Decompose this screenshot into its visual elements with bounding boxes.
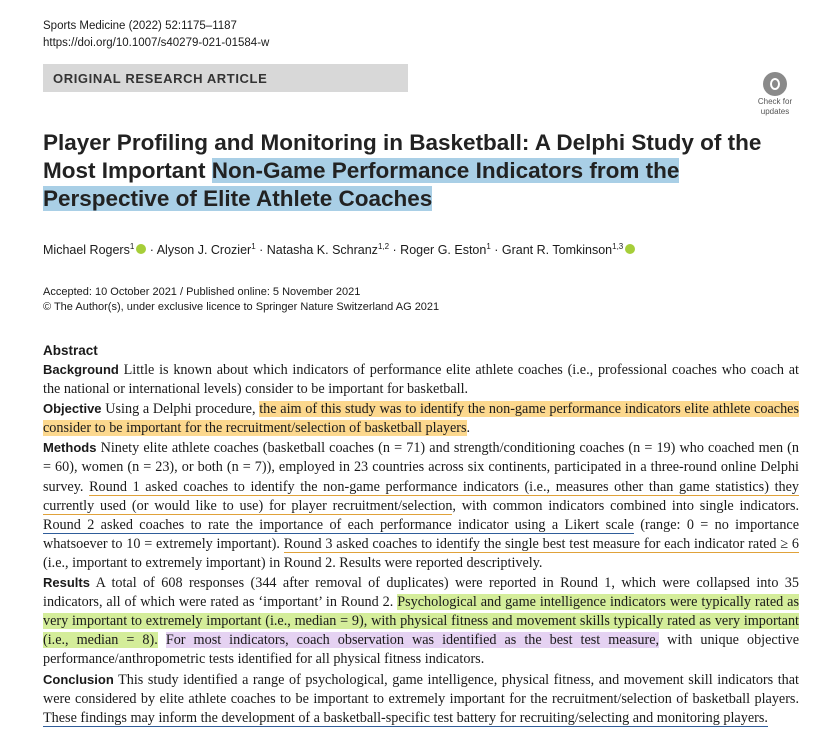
author-affiliation: 1	[129, 242, 135, 251]
abstract-methods	[43, 438, 799, 573]
section-text: (range: 0 = no importance whatsoever to 10 = extremely important).	[43, 516, 800, 552]
highlight-orange: the aim of this study was to identify the non-game performance indicators elite athlete coaches consider to be important for the recruitment/selection of basketball players	[43, 401, 800, 437]
underline-blue: Round 2 asked coaches to rate the importance of each performance indicator using a Likert scale	[43, 516, 634, 533]
author-name: Roger G. Eston	[400, 243, 487, 258]
section-text: This study identified a range of psychological, game intelligence, physical fitness, and movement skill indicators that were considered by elite athlete coaches to be important to extremely important for the recruitment/selection of basketball players.	[43, 671, 799, 707]
author-name: Natasha K. Schranz	[266, 243, 378, 258]
abstract-conclusion	[43, 670, 799, 728]
section-text: (i.e., important to extremely important) in Round 2. Results were reported descriptively.	[43, 554, 543, 571]
author-affiliation: 1	[486, 242, 491, 251]
author-affiliation: 1	[251, 242, 256, 251]
highlight-green: Psychological and game intelligence indicators were typically rated as very important to extremely important (i.e., median = 9), with physical fitness and movement skills typically rated as very important (i.e., median = 8).	[43, 594, 799, 649]
section-label: Results	[43, 575, 90, 591]
abstract-body	[43, 360, 799, 728]
check-for-updates-badge[interactable]	[753, 72, 797, 118]
highlight-purple: For most indicators, coach observation was identified as the best test measure,	[165, 632, 660, 649]
section-text: A total of 608 responses (344 after removal of duplicates) were reported in Round 1, which were collapsed into 35 indicators, all of which were rated as ‘important’ in Round 2.	[43, 575, 799, 611]
section-text: Using a Delphi procedure,	[105, 401, 260, 418]
section-label: Conclusion	[43, 671, 114, 687]
publication-dates	[43, 285, 439, 315]
abstract-heading: Abstract	[43, 343, 98, 358]
underline-orange: Round 3 asked coaches to identify the single best test measure for each indicator rated ≥ 6	[283, 535, 799, 552]
author-name: Alyson J. Crozier	[156, 243, 252, 258]
abstract-objective	[43, 399, 799, 438]
section-label: Background	[43, 362, 119, 377]
author-affiliation: 1,3	[612, 242, 624, 251]
abstract-background	[43, 360, 799, 399]
orcid-icon[interactable]	[625, 244, 635, 254]
orcid-icon[interactable]	[136, 244, 146, 254]
section-text: .	[466, 420, 471, 437]
journal-header	[43, 18, 269, 52]
journal-citation: Sports Medicine (2022) 52:1175–1187	[43, 20, 237, 32]
section-label: Objective	[43, 401, 102, 417]
section-text	[158, 632, 166, 648]
copyright-notice: © The Author(s), under exclusive licence to Springer Nature Switzerland AG 2021	[43, 301, 440, 313]
underline-orange: Round 1 asked coaches to identify the non-game performance indicators (i.e., measures other than game statistics) they currently used (or would like to use) for player recruitment/selection	[43, 478, 799, 514]
section-text: with unique objective performance/anthropometric tests identified for all physical fitness indicators.	[43, 632, 799, 668]
author-list: Michael Rogers$^1$ · Alyson J. Crozier$^1$ · Natasha K. Schranz$^{1,2}$ · Roger G. Eston$^1$ · Grant R. Tomkinson$^{1,3}$	[43, 238, 635, 259]
doi-link[interactable]: https://doi.org/10.1007/s40279-021-01584-w	[43, 37, 270, 49]
article-type-banner: ORIGINAL RESEARCH ARTICLE	[43, 64, 408, 92]
title-part-1: Player Profiling and Monitoring in Basketball: A Delphi Study of the Most Important	[43, 130, 762, 183]
check-updates-icon	[763, 72, 787, 96]
author-affiliation: 1,2	[377, 242, 390, 251]
section-text: Ninety elite athlete coaches (basketball coaches (n = 71) and strength/conditioning coaches (n = 19) who coached men (n = 60), women (n = 23), or both (n = 7)), employed in 23 countries across six continents, participated in a three-round online Delphi survey.	[43, 440, 799, 495]
author-name: Michael Rogers	[43, 243, 130, 258]
section-label: Methods	[43, 440, 97, 456]
underline-blue: These findings may inform the development of a basketball-specific test battery for recruiting/selecting and monitoring players.	[43, 709, 768, 726]
accepted-published-dates: Accepted: 10 October 2021 / Published online: 5 November 2021	[43, 286, 361, 298]
check-updates-line1: Check for	[757, 97, 793, 106]
check-updates-line2: updates	[760, 107, 790, 116]
section-text: Little is known about which indicators of performance elite athlete coaches (i.e., professional coaches who coach at the national or international levels) consider to be important for basketball.	[43, 362, 799, 398]
section-text: , with common indicators combined into single indicators.	[452, 497, 800, 514]
title-part-2-highlighted: Non-Game Performance Indicators from the Perspective of Elite Athlete Coaches	[43, 158, 680, 211]
article-title	[43, 129, 763, 213]
author-name: Grant R. Tomkinson	[501, 243, 613, 258]
abstract-results	[43, 573, 799, 669]
